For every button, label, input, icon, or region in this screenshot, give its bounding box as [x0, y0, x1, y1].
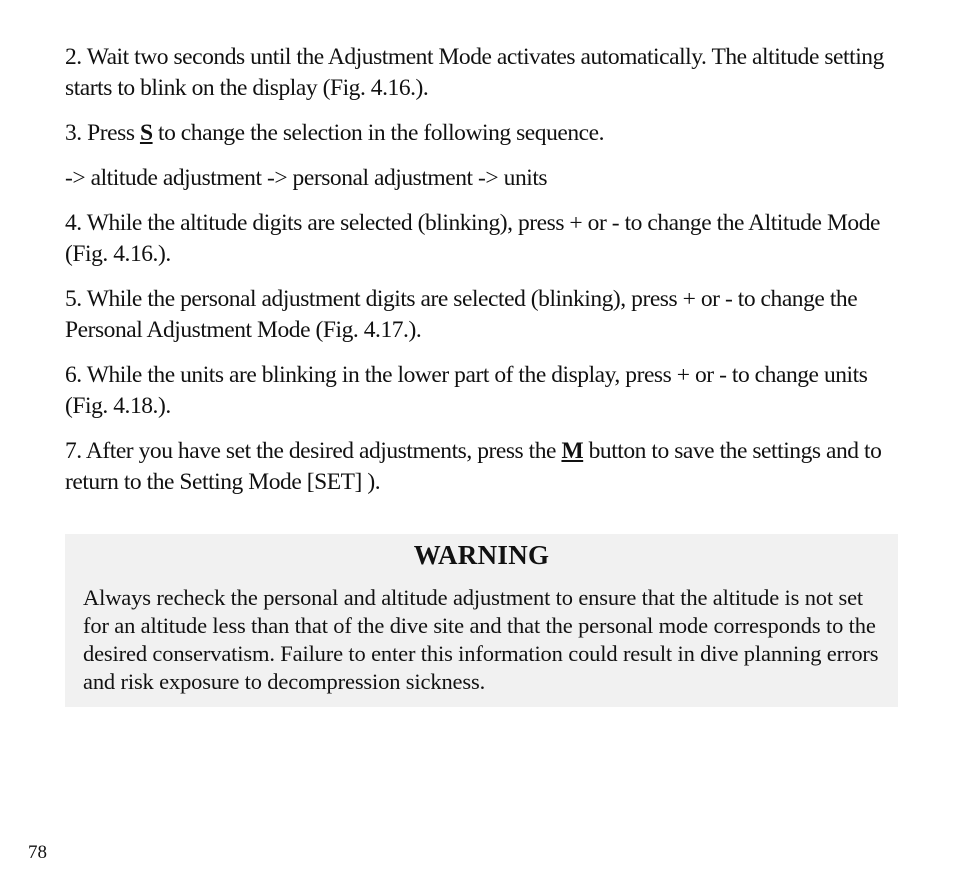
warning-title: WARNING [413, 540, 550, 570]
m-button-label: M [561, 438, 584, 464]
step-3-paragraph [65, 118, 899, 149]
step-7-paragraph [65, 436, 899, 498]
step-3-text-before: 3. Press [65, 120, 140, 146]
step-2-paragraph: 2. Wait two seconds until the Adjustment Mode activates automatically. The altitude setting starts to blink on the display (Fig. 4.16.). [65, 44, 884, 101]
step-4-paragraph: 4. While the altitude digits are selected (blinking), press + or - to change the Altitude Mode (Fig. 4.16.). [65, 210, 880, 267]
step-6-paragraph: 6. While the units are blinking in the lower part of the display, press + or - to change units (Fig. 4.18.). [65, 362, 868, 419]
warning-text: Always recheck the personal and altitude adjustment to ensure that the altitude is not set for an altitude less than that of the dive site and that the personal mode corresponds to the desired conservatism. Failure to enter this information could result in dive planning errors and risk exposure to decompression sickness. [83, 585, 879, 694]
step-7-text-after: button to save the settings and to return to the Setting Mode [SET] ). [65, 438, 882, 495]
s-button-label: S [139, 120, 153, 146]
instructions-body [65, 42, 899, 512]
step-5-paragraph: 5. While the personal adjustment digits are selected (blinking), press + or - to change the Personal Adjustment Mode (Fig. 4.17.). [65, 286, 858, 343]
selection-sequence: -> altitude adjustment -> personal adjustment -> units [65, 165, 548, 191]
step-3-text-after: to change the selection in the following sequence. [152, 120, 605, 146]
warning-box [65, 534, 898, 707]
page-number: 78 [28, 842, 47, 863]
step-7-text-before: 7. After you have set the desired adjustments, press the [65, 438, 562, 464]
